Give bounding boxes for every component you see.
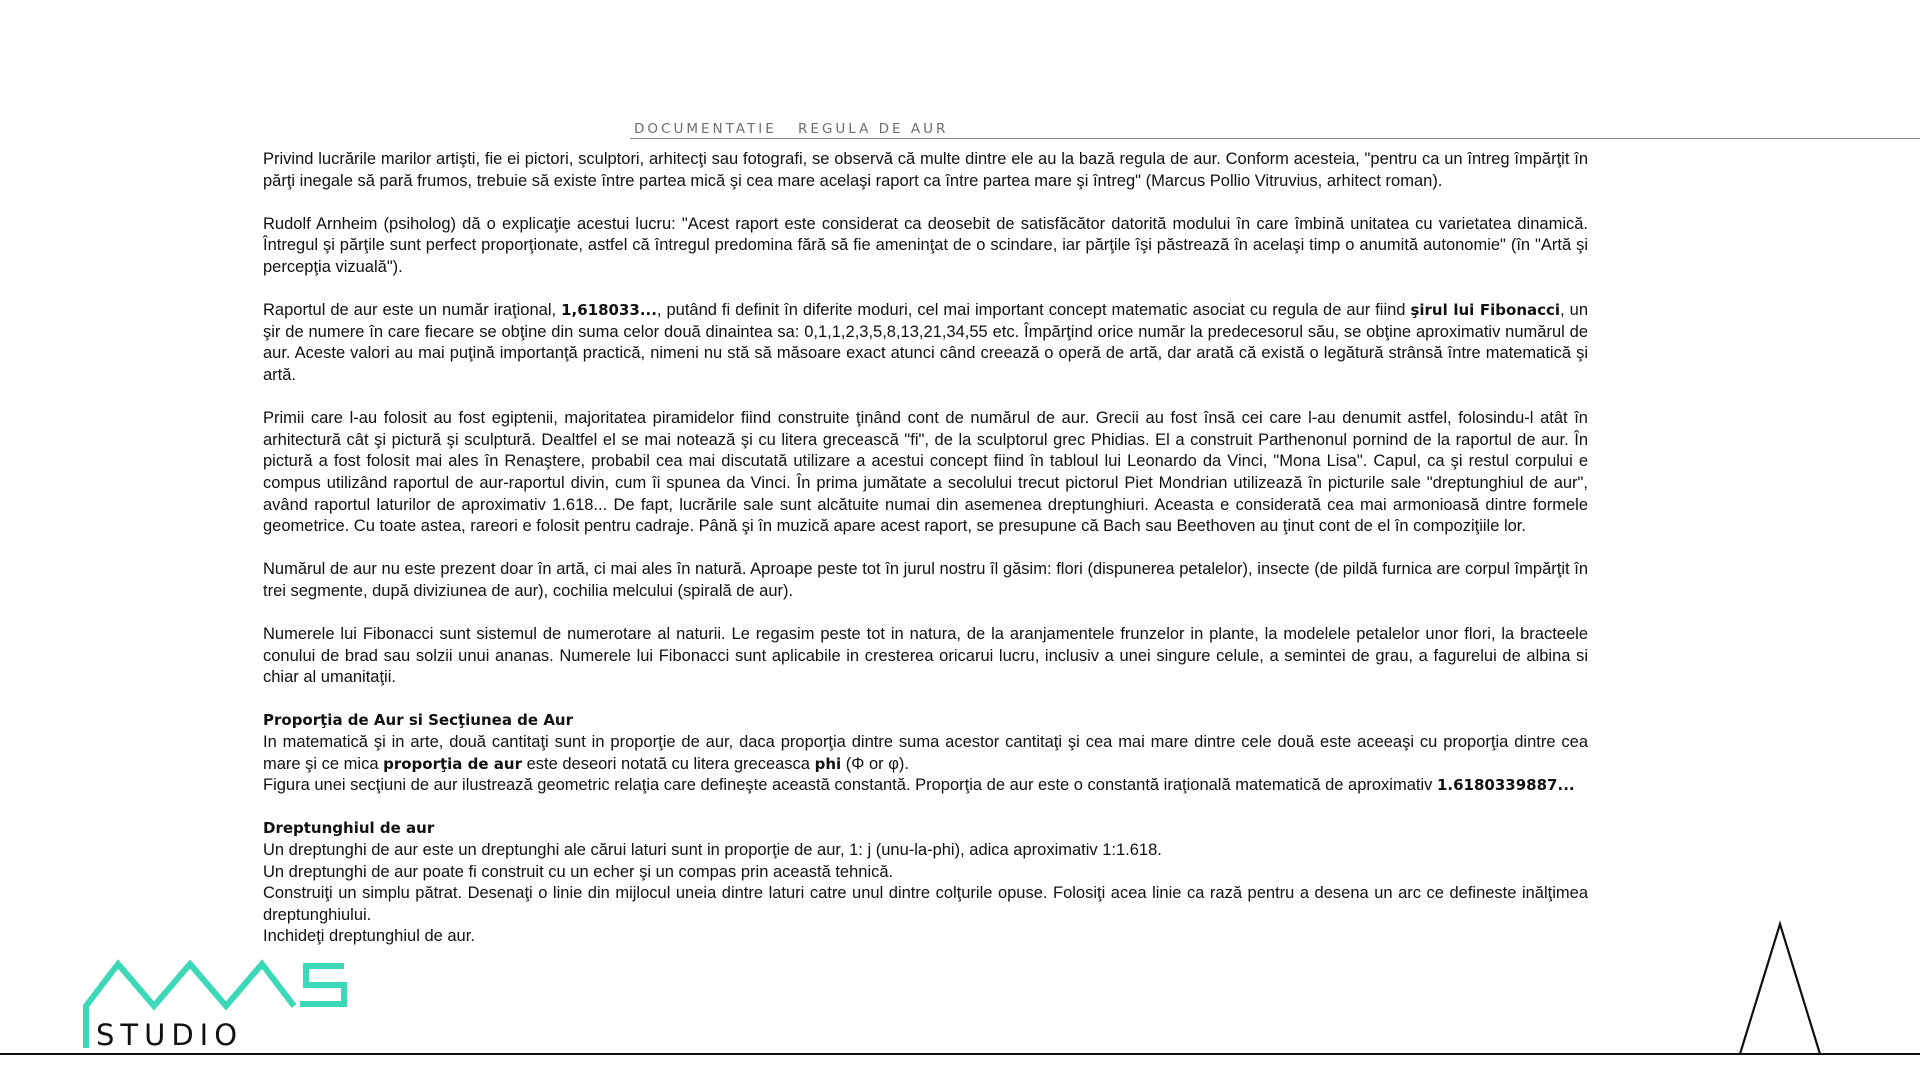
text-span: , putând fi definit în diferite moduri, cel mai important concept matematic asociat cu regula de aur fiind xyxy=(656,301,1411,320)
text-line: Un dreptunghi de aur este un dreptunghi ale cărui laturi sunt in proporţie de aur, 1: j (unu-la-phi), adica aproximativ 1:1.618. xyxy=(263,841,1162,859)
golden-ratio-value: 1,618033... xyxy=(561,301,657,320)
text-span: Raportul de aur este un număr iraţional, xyxy=(263,301,562,320)
header-title xyxy=(634,121,962,137)
peak-shape xyxy=(1740,924,1820,1054)
paragraph-vitruvius: Privind lucrările marilor artişti, fie ei pictori, sculptori, arhitecţi sau fotografi, se observă că multe dintre ele au la bază regula de aur. Conform acesteia, "pentru ca un întreg împărţit în părţi inegale să pară frumos, trebuie să existe între partea mică şi cea mare acelaşi raport ca între partea mare şi întreg" (Marcus Pollio Vitruvius, arhitect roman). xyxy=(263,150,1588,190)
paragraph-fibonacci: Numerele lui Fibonacci sunt sistemul de numerotare al naturii. Le regasim peste tot in natura, de la aranjamentele frunzelor in plante, la modelele petalelor unor flori, la bracteele conului de brad sau solzii unui ananas. Numerele lui Fibonacci sunt aplicabile in cresterea oricarui lucru, inclusiv a unei singure celule, a semintei de grau, a fagurelui de albina si chiar al umanitaţii. xyxy=(263,625,1588,687)
text-line xyxy=(263,775,1588,797)
section-title: Dreptunghiul de aur xyxy=(263,819,435,838)
logo-wordmark: STUDIO xyxy=(96,1018,244,1052)
fibonacci-term: şirul lui Fibonacci xyxy=(1410,301,1561,320)
section-golden-proportion xyxy=(263,710,1588,796)
header-rule xyxy=(630,138,1920,139)
section-title: Proporţia de Aur si Secţiunea de Aur xyxy=(263,711,573,730)
peak-icon xyxy=(1730,920,1850,1056)
header-label: DOCUMENTATIE xyxy=(634,121,777,137)
text-span: este deseori notată cu litera greceasca xyxy=(521,754,815,773)
phi-value: 1.6180339887... xyxy=(1436,776,1575,795)
text-span: Figura unei secţiuni de aur ilustrează geometric relaţia care defineşte această constantă. Proporţia de aur este o constantă iraţională matematică de aproximativ xyxy=(263,776,1437,795)
text-line: Inchideţi dreptunghiul de aur. xyxy=(263,927,475,946)
logo-s-shape xyxy=(300,966,344,1004)
paragraph-arnheim: Rudolf Arnheim (psiholog) dă o explicaţie acestui lucru: "Acest raport este considerat ca deosebit de satisfăcător datorită modului în care îmbină unitatea cu varietatea dinamică. Întregul şi părţile sunt perfect proporţionate, astfel că întregul predomina fără să fie ameninţat de o scindare, iar părţile îşi păstrează în acelaşi timp o anumită autonomie" (în "Artă şi percepţia vizuală"). xyxy=(263,214,1588,276)
paragraph-nature: Numărul de aur nu este prezent doar în artă, ci mai ales în natură. Aproape peste tot în jurul nostru îl găsim: flori (dispunerea petalelor), insecte (de pildă furnica are corpul împărţit în trei segmente, după diviziunea de aur), cochilia melcului (spirală de aur). xyxy=(263,560,1588,600)
golden-proportion-term: proporţia de aur xyxy=(383,754,522,773)
footer-rule xyxy=(0,1053,1920,1055)
section-golden-rectangle xyxy=(263,818,1588,948)
header-document-title: REGULA DE AUR xyxy=(798,121,949,137)
text-line: Construiţi un simplu pătrat. Desenaţi o linie din mijlocul uneia dintre laturi catre unul dintre colţurile opuse. Folosiţi acea linie ca rază pentru a desena un arc ce defineste inălţimea dreptunghiului. xyxy=(263,884,1588,924)
paragraph-golden-ratio xyxy=(263,300,1588,386)
text-line: Un dreptunghi de aur poate fi construit cu un echer şi un compas prin această tehnică. xyxy=(263,862,894,881)
text-span: , un şir de numere în care fiecare se obţine din suma celor două dinaintea sa: 0,1,1,2,3,5,8,13,21,34,55 etc. Împărţind orice număr la predecesorul său, se obţine aproximativ numărul de aur. Aceste valori au mai puţină importanţă practică, nimeni nu stă să măsoare exact atunci când creează o operă de artă, dar arată că există o legătură strânsă între matematică şi artă. xyxy=(263,301,1589,384)
document-body xyxy=(263,149,1588,948)
text-span: (Φ or φ). xyxy=(841,754,910,773)
text-span: In matematică şi in arte, două cantitaţi sunt in proporţie de aur, daca proporţia dintre suma acestor cantitaţi şi cea mai mare dintre cele două este aceeaşi cu proporţia dintre cea mare şi ce mica xyxy=(263,733,1588,773)
phi-term: phi xyxy=(814,754,842,773)
paragraph-history: Primii care l-au folosit au fost egiptenii, majoritatea piramidelor fiind construite ţinând cont de numărul de aur. Grecii au fost însă cei care l-au denumit astfel, folosindu-l atât în arhitectură cât şi pictură şi sculptură. Dealtfel el se mai notează şi cu litera grecească "fi", de la sculptorul grec Phidias. El a construit Parthenonul pornind de la raportul de aur. În pictură a fost folosit mai ales în Renaştere, probabil cea mai discutată utilizare a acestui concept fiind în tabloul lui Leonardo da Vinci, "Mona Lisa". Capul, ca şi restul corpului e compus utilizând raportul de aur-raportul divin, cum îi spunea da Vinci. În prima jumătate a secolului trecut pictorul Piet Mondrian utilizează în picturile sale "dreptunghiul de aur", având raportul laturilor de aproximativ 1.618... De fapt, lucrările sale sunt alcătuite numai din asemenea dreptunghiuri. Aceasta e considerată cea mai armonioasă dintre formele geometrice. Cu toate astea, rareori e folosit pentru cadraje. Până şi în muzică apare acest raport, se presupune că Bach sau Beethoven au ţinut cont de el în compoziţiile lor. xyxy=(263,409,1588,536)
